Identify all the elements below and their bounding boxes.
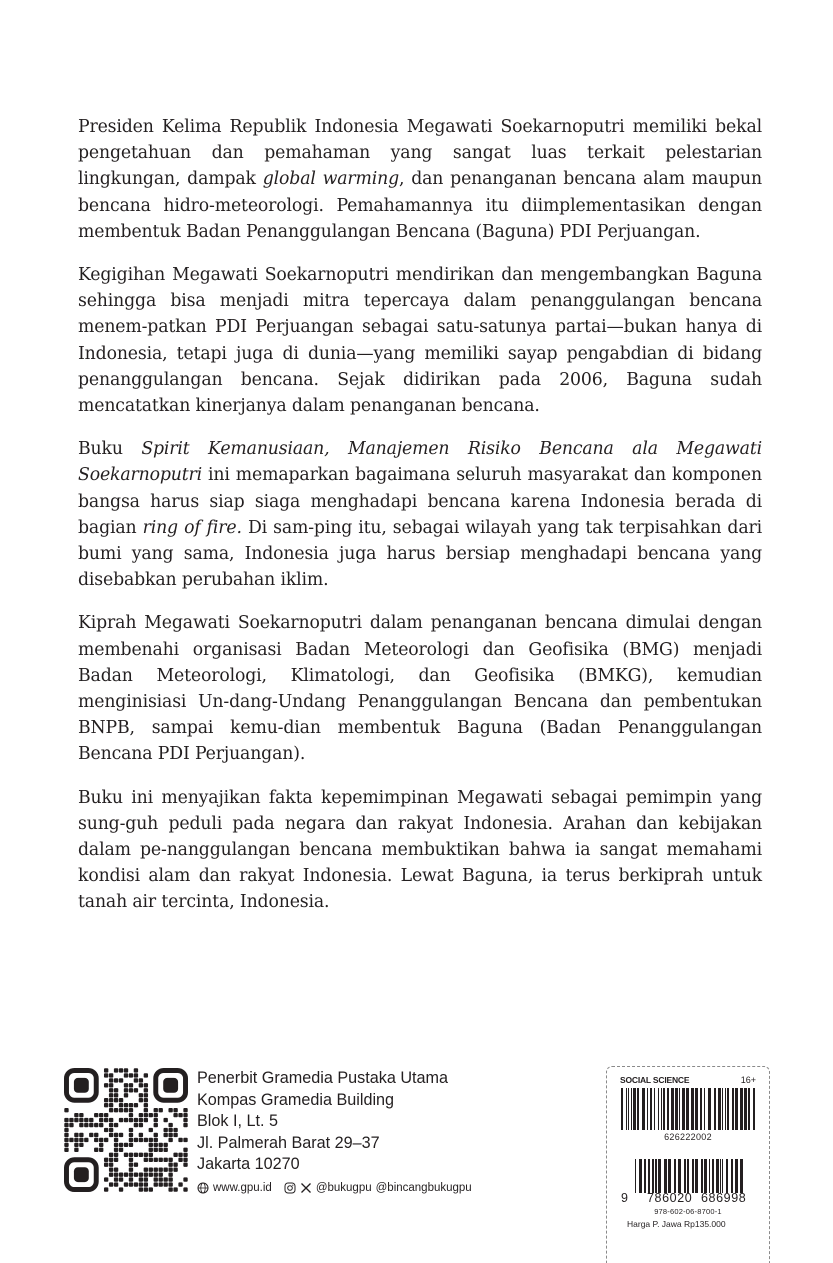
paragraph-text: , dan penanganan bencana alam maupun bencana hidro-meteorologi. Pemahamannya itu diimplementasikan dengan membentuk Badan Penanggulangan Bencana (Baguna) PDI Perjuangan. xyxy=(78,169,762,242)
paragraph xyxy=(78,610,762,767)
price-label: Harga P. Jawa Rp135.000 xyxy=(627,1219,726,1229)
paragraph-text: Kiprah Megawati Soekarnoputri dalam penanganan bencana dimulai dengan membenahi organisasi Badan Meteorologi dan Geofisika (BMG) menjadi Badan Meteorologi, Klimatologi, dan Geofisika (BMKG), kemudian menginisiasi Un-dang-Undang Penanggulangan Bencana dan pembentukan BNPB, sampai kemu-dian membentuk Baguna (Badan Penanggulangan Bencana PDI Perjuangan). xyxy=(78,613,762,765)
globe-icon xyxy=(197,1182,209,1194)
italic-text: ring of fire. xyxy=(142,517,242,538)
paragraph-text: Kegigihan Megawati Soekarnoputri mendirikan dan mengembangkan Baguna sehingga bisa menjadi mitra tepercaya dalam penanggulangan bencana menem-patkan PDI Perjuangan sebagai satu-satunya partai—bukan hanya di Indonesia, tetapi juga di dunia—yang memiliki sayap pengabdian di bidang penanggulangan bencana. Sejak didirikan pada 2006, Baguna sudah mencatatkan kinerjanya dalam penanganan bencana. xyxy=(78,265,762,417)
publisher-line: Jl. Palmerah Barat 29–37 xyxy=(197,1133,380,1152)
paragraph xyxy=(78,114,762,245)
publisher-line: Jakarta 10270 xyxy=(197,1155,300,1173)
isbn-digits: 786020 xyxy=(647,1191,693,1205)
paragraph xyxy=(78,262,762,419)
paragraph-text: Buku xyxy=(78,439,142,460)
isbn-digits: 686998 xyxy=(701,1191,747,1205)
paragraph-text: Di sam-ping itu, sebagai wilayah yang tak terpisahkan dari bumi yang sama, Indonesia juga harus bersiap menghadapi bencana yang disebabkan perubahan iklim. xyxy=(78,517,762,591)
website-link[interactable]: www.gpu.id xyxy=(213,1181,272,1194)
isbn-digit: 9 xyxy=(621,1191,628,1205)
publisher-line: Kompas Gramedia Building xyxy=(197,1090,395,1109)
category-label: SOCIAL SCIENCE xyxy=(620,1075,690,1085)
x-icon xyxy=(300,1182,312,1194)
paragraph xyxy=(78,785,762,916)
italic-text: Spirit Kemanusiaan, Manajemen Risiko Bencana ala Megawati Soekarnoputri xyxy=(78,439,762,486)
instagram-icon xyxy=(284,1182,296,1194)
social-handle[interactable]: @bincangbukugpu xyxy=(375,1181,472,1194)
paragraph-text: Presiden Kelima Republik Indonesia Megawati Soekarnoputri memiliki bekal pengetahuan dan pemahaman yang sangat luas terkait pelestarian lingkungan, dampak xyxy=(78,117,762,190)
product-code: 626222002 xyxy=(664,1132,712,1142)
publisher-info xyxy=(197,1068,472,1196)
italic-text: global warming xyxy=(262,169,400,190)
age-rating: 16+ xyxy=(740,1075,756,1085)
barcode-panel xyxy=(606,1066,770,1263)
social-links xyxy=(197,1180,472,1196)
isbn-number: 978-602-06-8700-1 xyxy=(654,1207,722,1216)
social-handle[interactable]: @bukugpu xyxy=(315,1181,372,1194)
qr-code xyxy=(64,1068,188,1192)
paragraph xyxy=(78,436,762,593)
publisher-line: Penerbit Gramedia Pustaka Utama xyxy=(197,1069,449,1087)
product-barcode xyxy=(621,1088,757,1130)
back-cover-text xyxy=(78,114,762,933)
publisher-line: Blok I, Lt. 5 xyxy=(197,1112,278,1130)
paragraph-text: Buku ini menyajikan fakta kepemimpinan Megawati sebagai pemimpin yang sung-guh peduli pada negara dan rakyat Indonesia. Arahan dan kebijakan dalam pe-nanggulangan bencana membuktikan bahwa ia sangat memahami kondisi alam dan rakyat Indonesia. Lewat Baguna, ia terus berkiprah untuk tanah air tercinta, Indonesia. xyxy=(78,787,762,913)
paragraph-text: ini memaparkan bagaimana seluruh masyarakat dan komponen bangsa harus siap siaga menghadapi bencana karena Indonesia berada di bagian xyxy=(78,465,762,538)
isbn-barcode xyxy=(635,1159,745,1193)
